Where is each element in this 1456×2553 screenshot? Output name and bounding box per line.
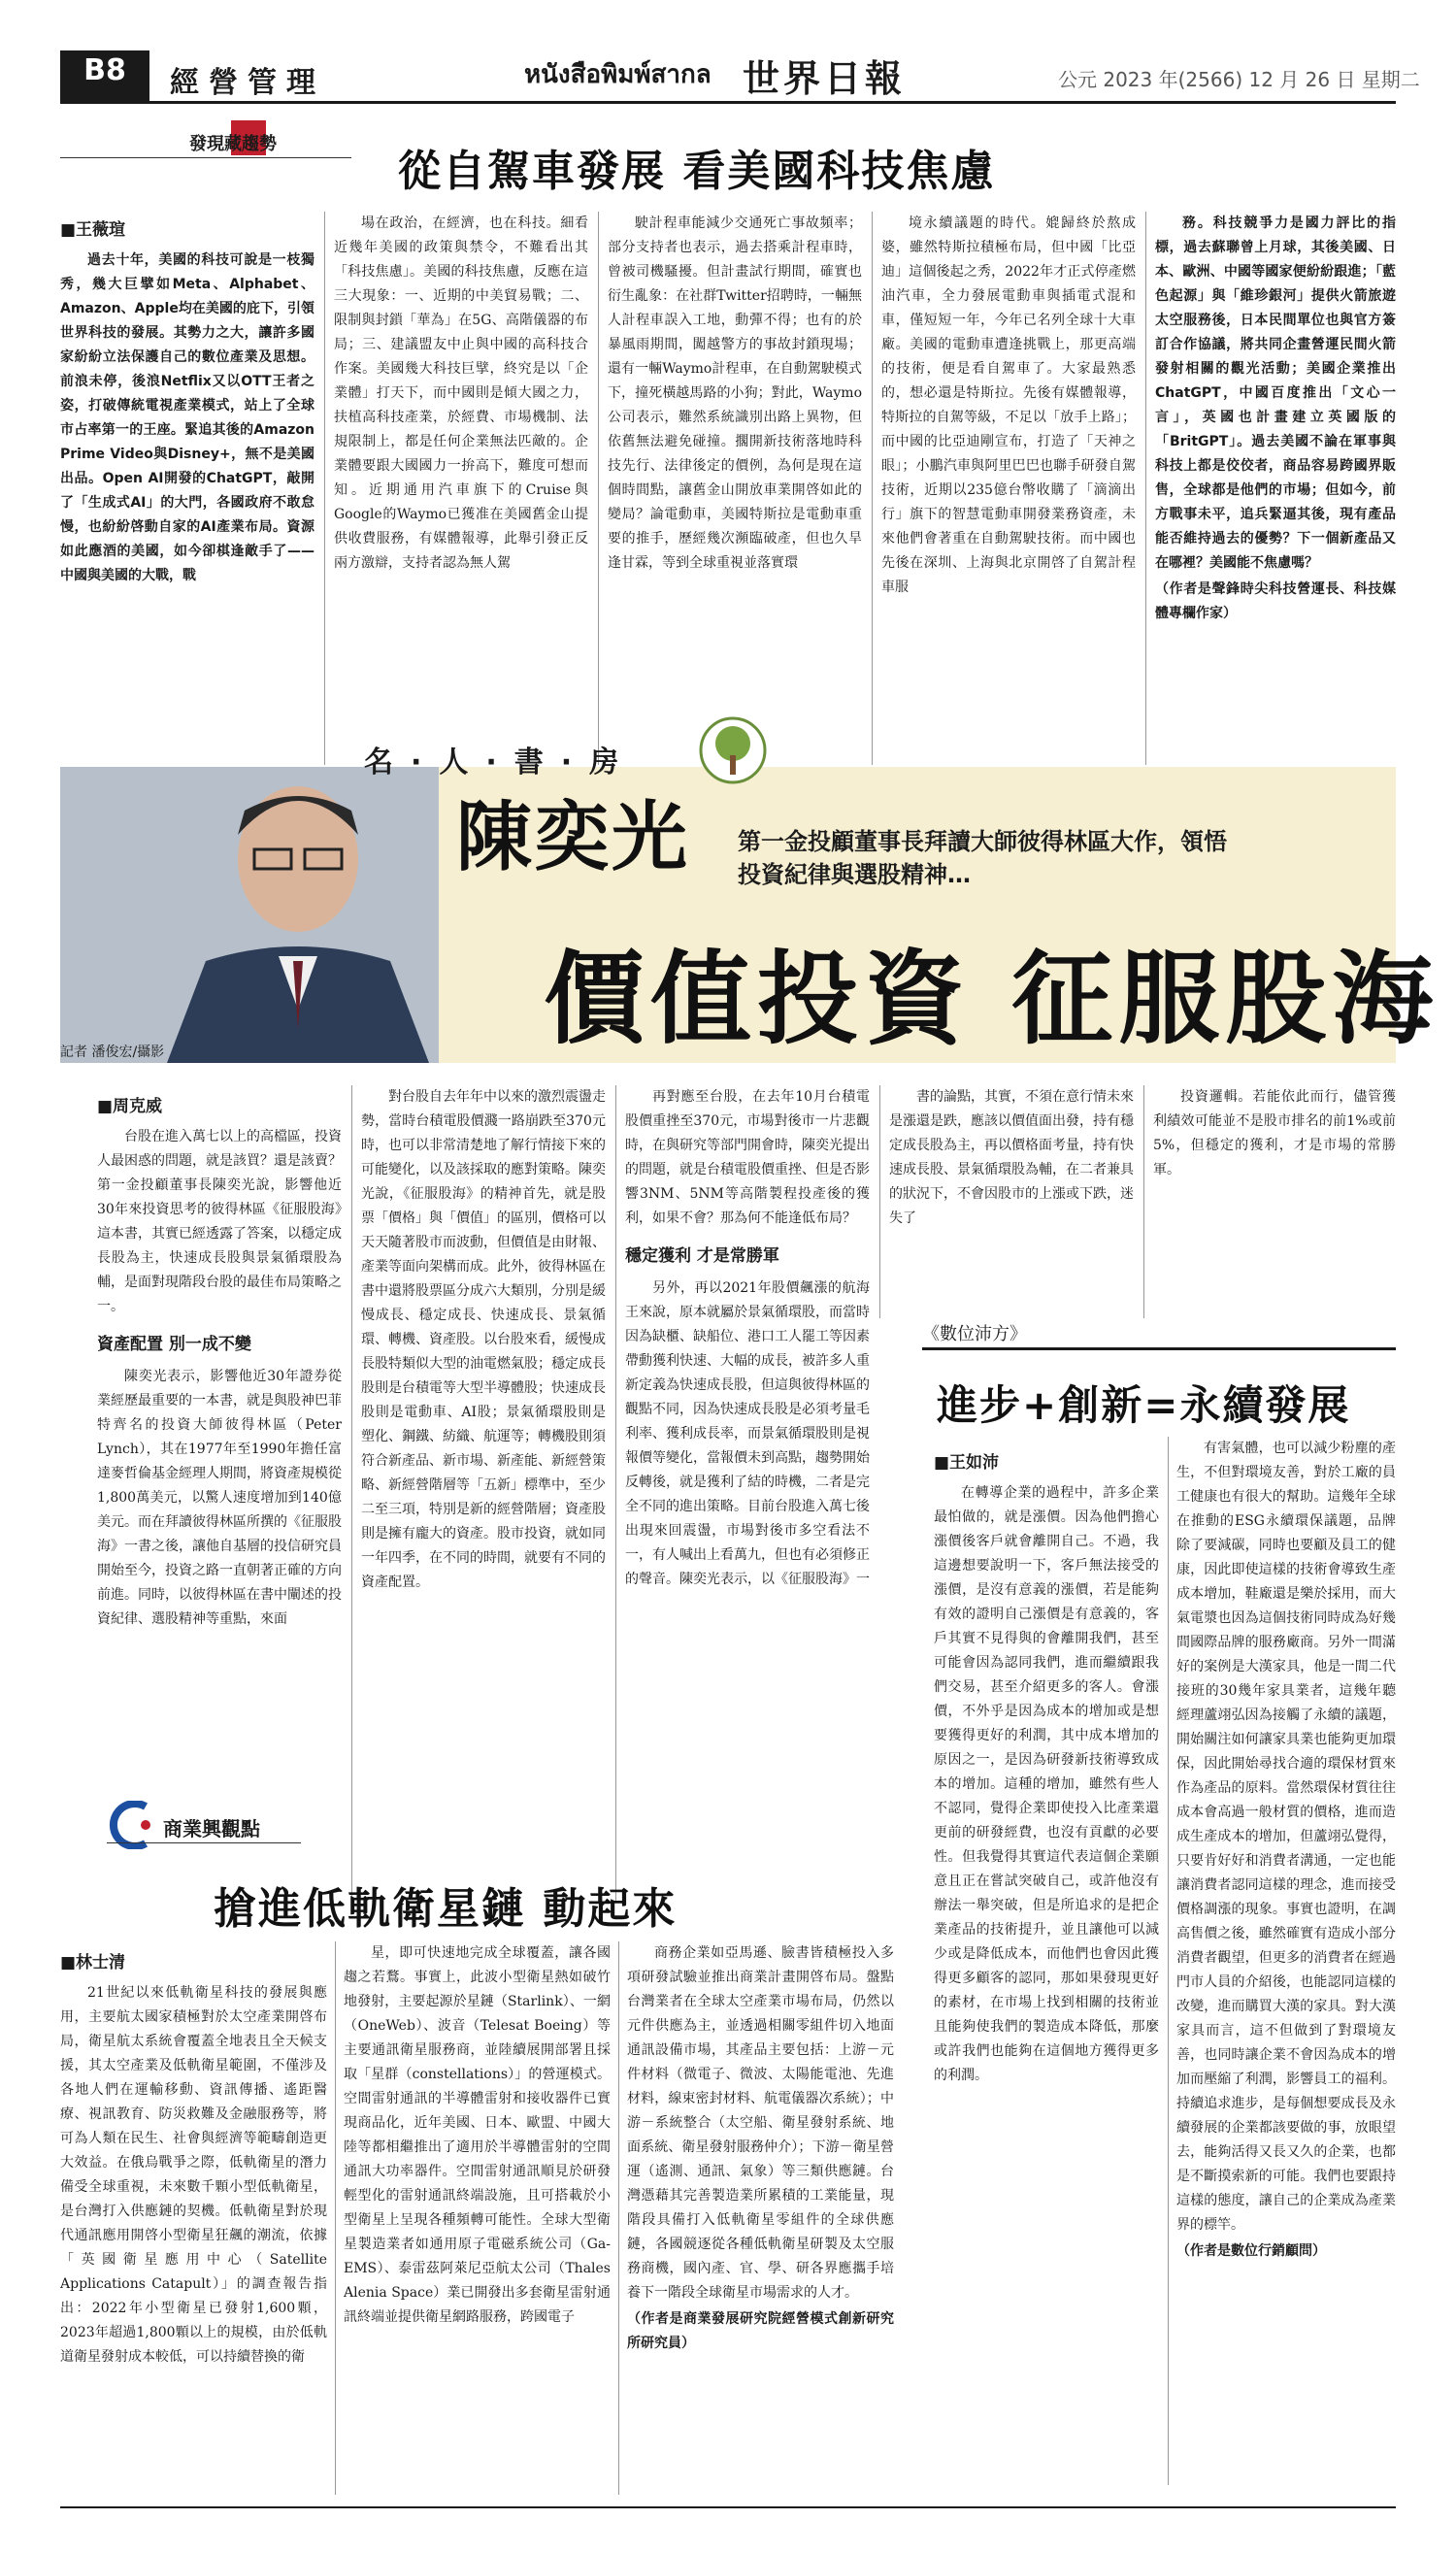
masthead-chinese: 世界日報	[743, 56, 907, 100]
section-name: 經營管理	[170, 66, 325, 100]
article3-author: ■王如沛	[934, 1453, 1000, 1473]
feature-person-name: 陳奕光	[456, 794, 690, 881]
feature-author: ■周克威	[97, 1097, 163, 1116]
badge-label: 發現藏趨勢	[189, 134, 277, 154]
article4-col1: ■林士清 21世紀以來低軌衛星科技的發展與應用，主要航太國家積極對於太空產業開啓布局，衛星航太系統會覆蓋全地表且全天候支援，其太空產業及低軌衛星範圍，不僅涉及各地人們在運輸移動、資訊傳播、遙距醫療、視訊教育、防災救難及金融服務等，將可為人類在民生、社會與經濟等範疇創造更大效益。在俄烏戰爭之際，低軌衛星的潛力備受全球重視，未來數千顆小型低軌衛星，是台灣打入供應鏈的契機。低軌衛星對於現代通訊應用開啓小型衛星狂飆的潮流，依據「英國衛星應用中心（Satellite Applications Catapult）」的調查報告指出：2022年小型衛星已發射1,600顆，2023年超過1,800顆以上的規模，由於低軌道衛星發射成本較低，可以持續替換的衛	[60, 1953, 327, 2365]
page-number: B8	[83, 53, 126, 87]
feature-subhead1: 資產配置 別一成不變	[97, 1335, 251, 1354]
article1-note: （作者是聲鋒時尖科技營運長、科技媒體專欄作家）	[1155, 581, 1396, 621]
article4-col2: 星，即可快速地完成全球覆蓋，讓各國趨之若鶩。事實上，此波小型衛星熱如破竹地發射，主要起源於星鏈（Starlink）、一網（OneWeb）、波音（Telesat Boeing）等主要通訊衛星服務商，並陸續展開部署且採取「星群（constellations）」的營運模式。空間雷射通訊的半導體雷射和接收器件已實現商品化，近年美國、日本、歐盟、中國大陸等都相繼推出了適用於半導體雷射的空間通訊大功率器件。空間雷射通訊順見於研發輕型化的雷射通訊終端設施，且可搭載於小型衛星上呈現各種頻轉可能性。全球大型衛星製造業者如通用原子電磁系統公司（Ga-EMS）、泰雷茲阿萊尼亞航太公司（Thales Alenia Space）業已開發出多套衛星雷射通訊終端並提供衛星網路服務，跨國電子	[344, 1945, 611, 2325]
header-rule	[60, 101, 1396, 104]
feature-col3: 再對應至台股，在去年10月台積電股價重挫至370元，市場對後市一片悲觀時，在與研究等部門開會時，陳奕光提出的問題，就是台積電股價重挫、但是否影響3NM、5NM等高階製程投產後的獲利，如果不會？那為何不能逢低布局？ 穩定獲利 才是常勝軍 另外，再以2021年股價飆漲的航海王來說，原本就屬於景氣循環股，而當時因為缺櫃、缺船位、港口工人罷工等因素帶動獲利快速、大幅的成長，被許多人重新定義為快速成長股，但這與彼得林區的觀點不同，因為快速成長股是必須考量毛利率、獲利成長率，而景氣循環股則是視報價等變化，當報價未到高點，趨勢開始反轉後，就是獲利了結的時機，二者是完全不同的進出策略。目前台股進入萬七後出現來回震盪，市場對後市多空看法不一，有人喊出上看萬九，但也有必須修正的聲音。陳奕光表示，以《征服股海》一	[625, 1089, 870, 1587]
feature-col2: 對台股自去年年中以來的激烈震盪走勢，當時台積電股價濺一路崩跌至370元時，也可以非常清楚地了解行情接下來的可能變化，以及該採取的應對策略。陳奕光說，《征服股海》的精神首先，就是股票「價格」與「價值」的區別，價格可以天天隨著股市而波動，但價值是由財報、產業等面向架構而成。此外，彼得林區在書中還將股票區分成六大類別，分別是緩慢成長、穩定成長、快速成長、景氣循環、轉機、資產股。以台股來看，緩慢成長股特類似大型的油電燃氣股；穩定成長股則是台積電等大型半導體股；快速成長股則是電動車、AI股；景氣循環股則是塑化、鋼鐵、紡織、航運等；轉機股則須符合新產品、新市場、新產能、新經營策略、新經營階層等「五新」標準中，至少二至三項，特別是新的經營階層；資產股則是擁有龐大的資產。股市投資，就如同一年四季，在不同的時間，就要有不同的資產配置。	[361, 1089, 606, 1590]
feature-col1: ■周克威 台股在進入萬七以上的高檔區，投資人最困惑的問題，就是該買？還是該賣？第一金投顧董事長陳奕光說，影響他近30年來投資思考的彼得林區《征服股海》這本書，其實已經透露了答案，以穩定成長股為主，快速成長股與景氣循環股為輔，是面對現階段台股的最佳布局策略之一。 資產配置 別一成不變 陳奕光表示，影響他近30年證券從業經歷最重要的一本書，就是與股神巴菲特齊名的投資大師彼得林區（Peter Lynch），其在1977年至1990年擔任富達麥哲倫基金經理人期間，將資產規模從1,800萬美元，以驚人速度增加到140億美元。而在拜讀彼得林區所撰的《征服股海》一書之後，讓他自基層的投信研究員開始至今，投資之路一直朝著正確的方向前進。同時，以彼得林區在書中闡述的投資紀律、選股精神等重點，來面	[97, 1097, 342, 1627]
feature-title: 價值投資 征服股海	[544, 940, 1439, 1058]
issue-date: 公元 2023 年(2566) 12 月 26 日 星期二	[1058, 68, 1420, 91]
article1-title: 從自駕車發展 看美國科技焦慮	[398, 147, 996, 196]
article1-author: ■王薇瑄	[60, 220, 126, 240]
article1-col5: 務。科技競爭力是國力評比的指標，過去蘇聯曾上月球，其後美國、日本、歐洲、中國等國家便紛紛跟進；「藍色起源」與「維珍銀河」提供火箭旅遊太空服務後，日本民間單位也與官方簽訂合作協議，將共同企畫營運民間火箭發射相關的觀光活動；美國企業推出ChatGPT，中國百度推出「文心一言」，英國也計畫建立英國版的「BritGPT」。過去美國不論在軍事與科技上都是佼佼者，商品容易跨國界販售，全球都是他們的市場；但如今，前方戰事未平，追兵緊逼其後，現有產品能否維持過去的優勢？下一個新產品又在哪裡？美國能不焦慮嗎？ （作者是聲鋒時尖科技營運長、科技媒體專欄作家）	[1155, 212, 1396, 763]
article1-col1: ■王薇瑄 過去十年，美國的科技可說是一枝獨秀，幾大巨擘如Meta、Alphabet、Amazon、Apple均在美國的庇下，引領世界科技的發展。其勢力之大，讓許多國家紛紛立法保護自己的數位產業及思想。前浪未停，後浪Netflix又以OTT王者之姿，打破傳統電視產業模式，站上了全球市占率第一的王座。緊追其後的Amazon Prime Video與Disney+，無不是美國出品。Open AI開發的ChatGPT，敲開了「生成式AI」的大門，各國政府不敢怠慢，也紛紛啓動自家的AI產業布局。資源如此應酒的美國，如今卻棋逢敵手了——中國與美國的大戰，戰	[60, 220, 314, 583]
article3-title: 進步+創新=永續發展	[937, 1381, 1351, 1429]
feature-subhead2: 穩定獲利 才是常勝軍	[625, 1246, 779, 1266]
tree-icon	[699, 716, 767, 784]
badge-rule	[60, 157, 351, 158]
feature-col4: 書的論點，其實，不須在意行情未來是漲還是跌，應該以價值面出發，持有穩定成長股為主，再以價格面考量，持有快速成長股、景氣循環股為輔，在二者兼具的狀況下，不會因股市的上漲或下跌，迷失了	[889, 1089, 1134, 1226]
article3-col1: ■王如沛 在轉導企業的過程中，許多企業最怕做的，就是漲價。因為他們擔心漲價後客戶就會離開自己。不過，我這邊想要說明一下，客戶無法接受的漲價，是沒有意義的漲價，若是能夠有效的證明自己漲價是有意義的，客戶其實不見得與的會離開我們，甚至可能會因為認同我們，進而繼續跟我們交易，甚至介紹更多的客人。會漲價，不外乎是因為成本的增加或是想要獲得更好的利潤，其中成本增加的原因之一，是因為研發新技術導致成本的增加。這種的增加，雖然有些人不認同，覺得企業即使投入比產業還更前的研發經費，也沒有貢獻的必要性。但我覺得其實這代表這個企業願意且正在嘗試突破自己，或許他沒有辦法一舉突破，但是所追求的是把企業產品的技術提升，並且讓他可以減少或是降低成本，而他們也會因此獲得更多顧客的認同，那如果發現更好的素材，在市場上找到相關的技術並且能夠使我們的製造成本降低，那麼或許我們也能夠在這個地方獲得更多的利潤。	[934, 1453, 1159, 2083]
article4-note: （作者是商業發展研究院經營模式創新研究所研究員）	[627, 2311, 894, 2351]
business-badge-label: 商業興觀點	[163, 1817, 260, 1840]
article4-author: ■林士清	[60, 1953, 126, 1973]
portrait-photo	[60, 767, 439, 1063]
article1-col3: 駛計程車能減少交通死亡事故頻率；部分支持者也表示，過去搭乘計程車時，曾被司機騷擾。但計畫試行期間，確實也衍生亂象：在社群Twitter招聘時，一輛無人計程車誤入工地，動彈不得；也有的於暴風雨期間，闖越警方的事故封鎖現場；還有一輛Waymo計程車，在自動駕駛模式下，撞死橫越馬路的小狗；對此，Waymo公司表示，難然系統識別出路上異物，但依舊無法避免碰撞。擱開新技術落地時科技先行、法律後定的價例，為何是現在這個時間點，讓舊金山開放車業開啓如此的變局？論電動車，美國特斯拉是電動車重要的推手，歷經幾次瀕臨破產，但也久旱逢甘霖，等到全球重視並落實環	[608, 216, 862, 571]
article3-note: （作者是數位行銷顧問）	[1176, 2243, 1326, 2259]
person-portrait-icon	[60, 767, 439, 1063]
masthead-thai: หนังสือพิมพ์สากล	[524, 60, 711, 89]
article4-title: 搶進低軌衛星鏈 動起來	[214, 1884, 678, 1934]
article1-col4: 境永續議題的時代。媲歸終於熬成婆，雖然特斯拉積極布局，但中國「比亞迪」這個後起之秀，2022年才正式停產燃油汽車，全力發展電動車與插電式混和車，僅短短一年，今年已名列全球十大車廠。美國的電動車遭逢挑戰上，那更高端的技術，便是看自駕車了。大家最熟悉的，想必還是特斯拉。先後有媒體報導，特斯拉的自駕等級，不足以「放手上路」；而中國的比亞迪剛宣布，打造了「天神之眼」；小鵬汽車與阿里巴巴也聯手研發自駕技術，近期以235億台幣收購了「滴滴出行」旗下的智慧電動車開發業務資產，未來他們會著重在自動駕駛技術。而中國也先後在深圳、上海與北京開啓了自駕計程車服	[881, 216, 1136, 595]
article3-col2: 有害氣體，也可以減少粉塵的產生，不但對環境友善，對於工廠的員工健康也有很大的幫助。這幾年全球在推動的ESG永續環保議題，品牌除了要減碳，同時也要顧及員工的健康，因此即使這樣的技術會導致生產成本增加，鞋廠還是樂於採用，而大氣電漿也因為這個技術同時成為好幾間國際品牌的服務廠商。另外一間滿好的案例是大漢家具，他是一間二代接班的30幾年家具業者，這幾年聽經理蘆翊弘因為接觸了永續的議題，開始關注如何讓家具業也能夠更加環保，因此開始尋找合適的環保材質來作為產品的原料。當然環保材質往往成本會高過一般材質的價格，進而造成生產成本的增加，但蘆翊弘覺得，只要肯好好和消費者溝通，一定也能讓消費者認同這樣的理念，進而接受價格調漲的現象。事實也證明，在調高售價之後，雖然確實有造成小部分消費者觀望，但更多的消費者在經過門市人員的介紹後，也能認同這樣的改變，進而購買大漢的家具。對大漢家具而言，這不但做到了對環境友善，也同時讓企業不會因為成本的增加而壓縮了利潤，影響員工的福利。持續追求進步，是每個想要成長及永續發展的企業都該要做的事，放眼望去，能夠活得又長又久的企業，也都是不斷摸索新的可能。我們也要跟持這樣的態度，讓自己的企業成為產業界的標竿。 （作者是數位行銷顧問）	[1176, 1437, 1396, 2485]
feature-col5: 投資邏輯。若能依此而行，儘管獲利績效可能並不是股市排名的前1%或前5%，但穩定的獲利，才是市場的常勝軍。	[1153, 1089, 1396, 1177]
article4-col3: 商務企業如亞馬遜、臉書皆積極投入多項研發試驗並推出商業計畫開啓布局。盤點台灣業者在全球太空產業市場布局，仍然以元件供應為主，並透過相關零組件切入地面通訊設備市場，其產品主要包括：上游－元件材料（微電子、微波、太陽能電池、先進材料，線束密封材料、航電儀器次系統）；中游－系統整合（太空船、衛星發射系統、地面系統、衛星發射服務仲介）；下游－衛星營運（遙測、通訊、氣象）等三類供應鏈。台灣憑藉其完善製造業所累積的工業能量，現階段具備打入低軌衛星零組件的全球供應鏈，各國競逐從各種低軌衛星研製及太空服務商機，國內產、官、學、研各界應攜手培養下一階段全球衛星市場需求的人才。 （作者是商業發展研究院經營模式創新研究所研究員）	[627, 1941, 894, 2495]
famous-library-tag: 名·人·書·房	[364, 746, 637, 779]
article1-col2: 場在政治，在經濟，也在科技。細看近幾年美國的政策與禁令，不難看出其「科技焦慮」。美國的科技焦慮，反應在這三大現象：一、近期的中美貿易戰；二、限制與封鎖「華為」在5G、高階儀器的布局；三、建議盟友中止與中國的高科技合作案。美國幾大科技巨擘，終究是以「企業體」打天下，而中國則是傾大國之力，扶植高科技產業，於經費、市場機制、法規限制上，都是任何企業無法匹敵的。企業體要跟大國國力一拚高下，難度可想而知。近期通用汽車旗下的Cruise與Google的Waymo已獲准在美國舊金山提供收費服務，有媒體報導，此舉引發正反兩方激辯，支持者認為無人駕	[334, 216, 588, 571]
column-tag: 《數位沛方》	[922, 1324, 1027, 1344]
tree-logo	[699, 716, 767, 784]
feature-subtitle: 第一金投顧董事長拜讀大師彼得林區大作，領悟投資紀律與選股精神…	[738, 828, 1227, 888]
photo-credit: 記者 潘俊宏/攝影	[60, 1044, 165, 1060]
